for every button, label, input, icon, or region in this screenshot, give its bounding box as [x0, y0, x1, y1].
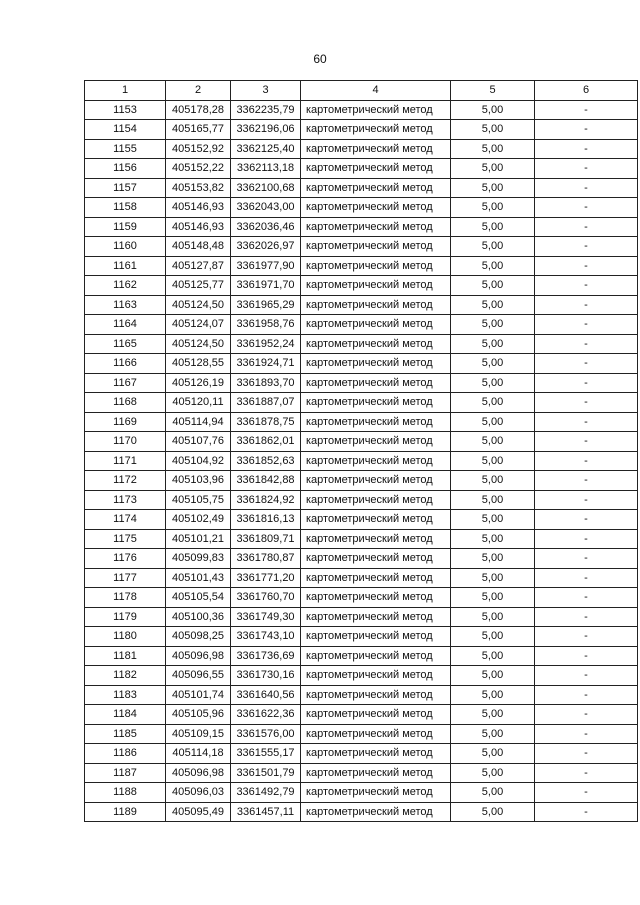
accuracy-cell: 5,00: [451, 198, 535, 218]
y-coordinate-cell: 3362235,79: [231, 100, 301, 120]
y-coordinate-cell: 3362036,46: [231, 217, 301, 237]
table-row: [85, 198, 638, 218]
x-coordinate-cell: 405153,82: [166, 178, 231, 198]
accuracy-cell: 5,00: [451, 295, 535, 315]
note-cell: -: [535, 588, 638, 608]
table-row: [85, 412, 638, 432]
note-cell: -: [535, 412, 638, 432]
y-coordinate-cell: 3361893,70: [231, 373, 301, 393]
method-cell: картометрический метод: [301, 237, 451, 257]
point-number-cell: 1162: [85, 276, 166, 296]
accuracy-cell: 5,00: [451, 646, 535, 666]
note-cell: -: [535, 646, 638, 666]
accuracy-cell: 5,00: [451, 529, 535, 549]
point-number-cell: 1160: [85, 237, 166, 257]
x-coordinate-cell: 405100,36: [166, 607, 231, 627]
y-coordinate-cell: 3361816,13: [231, 510, 301, 530]
x-coordinate-cell: 405096,98: [166, 763, 231, 783]
x-coordinate-cell: 405146,93: [166, 198, 231, 218]
table-row: [85, 490, 638, 510]
table-row: [85, 217, 638, 237]
x-coordinate-cell: 405096,03: [166, 783, 231, 803]
y-coordinate-cell: 3361771,20: [231, 568, 301, 588]
x-coordinate-cell: 405165,77: [166, 120, 231, 140]
table-row: [85, 549, 638, 569]
method-cell: картометрический метод: [301, 549, 451, 569]
accuracy-cell: 5,00: [451, 100, 535, 120]
point-number-cell: 1157: [85, 178, 166, 198]
y-coordinate-cell: 3361842,88: [231, 471, 301, 491]
point-number-cell: 1174: [85, 510, 166, 530]
table-row: [85, 705, 638, 725]
accuracy-cell: 5,00: [451, 490, 535, 510]
coordinates-table: [84, 80, 638, 822]
y-coordinate-cell: 3362196,06: [231, 120, 301, 140]
y-coordinate-cell: 3361555,17: [231, 744, 301, 764]
note-cell: -: [535, 627, 638, 647]
table-row: [85, 666, 638, 686]
point-number-cell: 1166: [85, 354, 166, 374]
x-coordinate-cell: 405152,92: [166, 139, 231, 159]
x-coordinate-cell: 405101,43: [166, 568, 231, 588]
table-row: [85, 139, 638, 159]
page-number: 60: [313, 52, 327, 66]
point-number-cell: 1173: [85, 490, 166, 510]
note-cell: -: [535, 315, 638, 335]
point-number-cell: 1171: [85, 451, 166, 471]
note-cell: -: [535, 529, 638, 549]
note-cell: -: [535, 159, 638, 179]
y-coordinate-cell: 3362113,18: [231, 159, 301, 179]
y-coordinate-cell: 3361958,76: [231, 315, 301, 335]
point-number-cell: 1158: [85, 198, 166, 218]
accuracy-cell: 5,00: [451, 783, 535, 803]
accuracy-cell: 5,00: [451, 217, 535, 237]
accuracy-cell: 5,00: [451, 159, 535, 179]
note-cell: -: [535, 666, 638, 686]
table-row: [85, 315, 638, 335]
note-cell: -: [535, 276, 638, 296]
method-cell: картометрический метод: [301, 568, 451, 588]
column-header-4: 4: [301, 81, 451, 101]
accuracy-cell: 5,00: [451, 315, 535, 335]
x-coordinate-cell: 405114,18: [166, 744, 231, 764]
accuracy-cell: 5,00: [451, 802, 535, 822]
table-row: [85, 646, 638, 666]
y-coordinate-cell: 3361965,29: [231, 295, 301, 315]
y-coordinate-cell: 3361730,16: [231, 666, 301, 686]
table-row: [85, 607, 638, 627]
accuracy-cell: 5,00: [451, 568, 535, 588]
method-cell: картометрический метод: [301, 315, 451, 335]
point-number-cell: 1167: [85, 373, 166, 393]
table-row: [85, 510, 638, 530]
point-number-cell: 1154: [85, 120, 166, 140]
x-coordinate-cell: 405146,93: [166, 217, 231, 237]
method-cell: картометрический метод: [301, 490, 451, 510]
y-coordinate-cell: 3361457,11: [231, 802, 301, 822]
method-cell: картометрический метод: [301, 412, 451, 432]
point-number-cell: 1182: [85, 666, 166, 686]
column-header-2: 2: [166, 81, 231, 101]
point-number-cell: 1179: [85, 607, 166, 627]
method-cell: картометрический метод: [301, 100, 451, 120]
method-cell: картометрический метод: [301, 802, 451, 822]
accuracy-cell: 5,00: [451, 334, 535, 354]
y-coordinate-cell: 3361824,92: [231, 490, 301, 510]
accuracy-cell: 5,00: [451, 510, 535, 530]
x-coordinate-cell: 405125,77: [166, 276, 231, 296]
table-row: [85, 295, 638, 315]
accuracy-cell: 5,00: [451, 471, 535, 491]
point-number-cell: 1164: [85, 315, 166, 335]
method-cell: картометрический метод: [301, 217, 451, 237]
x-coordinate-cell: 405152,22: [166, 159, 231, 179]
y-coordinate-cell: 3361743,10: [231, 627, 301, 647]
y-coordinate-cell: 3361887,07: [231, 393, 301, 413]
y-coordinate-cell: 3361809,71: [231, 529, 301, 549]
table-row: [85, 802, 638, 822]
note-cell: -: [535, 510, 638, 530]
accuracy-cell: 5,00: [451, 627, 535, 647]
note-cell: -: [535, 295, 638, 315]
x-coordinate-cell: 405124,50: [166, 295, 231, 315]
y-coordinate-cell: 3361501,79: [231, 763, 301, 783]
y-coordinate-cell: 3361852,63: [231, 451, 301, 471]
y-coordinate-cell: 3361640,56: [231, 685, 301, 705]
point-number-cell: 1183: [85, 685, 166, 705]
point-number-cell: 1161: [85, 256, 166, 276]
y-coordinate-cell: 3361862,01: [231, 432, 301, 452]
x-coordinate-cell: 405127,87: [166, 256, 231, 276]
point-number-cell: 1187: [85, 763, 166, 783]
x-coordinate-cell: 405148,48: [166, 237, 231, 257]
accuracy-cell: 5,00: [451, 685, 535, 705]
note-cell: -: [535, 802, 638, 822]
x-coordinate-cell: 405105,54: [166, 588, 231, 608]
y-coordinate-cell: 3361977,90: [231, 256, 301, 276]
point-number-cell: 1184: [85, 705, 166, 725]
y-coordinate-cell: 3361576,00: [231, 724, 301, 744]
accuracy-cell: 5,00: [451, 120, 535, 140]
table-row: [85, 373, 638, 393]
point-number-cell: 1163: [85, 295, 166, 315]
x-coordinate-cell: 405107,76: [166, 432, 231, 452]
column-header-1: 1: [85, 81, 166, 101]
method-cell: картометрический метод: [301, 451, 451, 471]
point-number-cell: 1168: [85, 393, 166, 413]
accuracy-cell: 5,00: [451, 354, 535, 374]
method-cell: картометрический метод: [301, 373, 451, 393]
y-coordinate-cell: 3362100,68: [231, 178, 301, 198]
accuracy-cell: 5,00: [451, 256, 535, 276]
table-row: [85, 334, 638, 354]
point-number-cell: 1165: [85, 334, 166, 354]
x-coordinate-cell: 405102,49: [166, 510, 231, 530]
note-cell: -: [535, 471, 638, 491]
y-coordinate-cell: 3361736,69: [231, 646, 301, 666]
table-row: [85, 685, 638, 705]
y-coordinate-cell: 3362043,00: [231, 198, 301, 218]
method-cell: картометрический метод: [301, 295, 451, 315]
accuracy-cell: 5,00: [451, 666, 535, 686]
table-row: [85, 237, 638, 257]
accuracy-cell: 5,00: [451, 237, 535, 257]
accuracy-cell: 5,00: [451, 373, 535, 393]
table-body: [85, 100, 638, 822]
x-coordinate-cell: 405103,96: [166, 471, 231, 491]
note-cell: -: [535, 139, 638, 159]
x-coordinate-cell: 405105,75: [166, 490, 231, 510]
column-header-6: 6: [535, 81, 638, 101]
note-cell: -: [535, 744, 638, 764]
method-cell: картометрический метод: [301, 744, 451, 764]
point-number-cell: 1159: [85, 217, 166, 237]
method-cell: картометрический метод: [301, 256, 451, 276]
note-cell: -: [535, 393, 638, 413]
accuracy-cell: 5,00: [451, 139, 535, 159]
y-coordinate-cell: 3361622,36: [231, 705, 301, 725]
table-row: [85, 627, 638, 647]
table-row: [85, 744, 638, 764]
note-cell: -: [535, 607, 638, 627]
note-cell: -: [535, 354, 638, 374]
table-row: [85, 393, 638, 413]
method-cell: картометрический метод: [301, 763, 451, 783]
accuracy-cell: 5,00: [451, 705, 535, 725]
method-cell: картометрический метод: [301, 393, 451, 413]
table-row: [85, 451, 638, 471]
y-coordinate-cell: 3361971,70: [231, 276, 301, 296]
x-coordinate-cell: 405109,15: [166, 724, 231, 744]
note-cell: -: [535, 256, 638, 276]
table-row: [85, 724, 638, 744]
method-cell: картометрический метод: [301, 529, 451, 549]
x-coordinate-cell: 405098,25: [166, 627, 231, 647]
accuracy-cell: 5,00: [451, 588, 535, 608]
note-cell: -: [535, 178, 638, 198]
x-coordinate-cell: 405128,55: [166, 354, 231, 374]
x-coordinate-cell: 405105,96: [166, 705, 231, 725]
y-coordinate-cell: 3361780,87: [231, 549, 301, 569]
method-cell: картометрический метод: [301, 666, 451, 686]
point-number-cell: 1172: [85, 471, 166, 491]
method-cell: картометрический метод: [301, 705, 451, 725]
x-coordinate-cell: 405124,07: [166, 315, 231, 335]
note-cell: -: [535, 783, 638, 803]
method-cell: картометрический метод: [301, 471, 451, 491]
method-cell: картометрический метод: [301, 139, 451, 159]
table-row: [85, 588, 638, 608]
y-coordinate-cell: 3362125,40: [231, 139, 301, 159]
table-row: [85, 432, 638, 452]
note-cell: -: [535, 451, 638, 471]
method-cell: картометрический метод: [301, 432, 451, 452]
method-cell: картометрический метод: [301, 646, 451, 666]
method-cell: картометрический метод: [301, 627, 451, 647]
table-row: [85, 529, 638, 549]
table-row: [85, 100, 638, 120]
note-cell: -: [535, 373, 638, 393]
table-header-row: [85, 81, 638, 101]
point-number-cell: 1169: [85, 412, 166, 432]
column-header-5: 5: [451, 81, 535, 101]
note-cell: -: [535, 100, 638, 120]
point-number-cell: 1178: [85, 588, 166, 608]
point-number-cell: 1175: [85, 529, 166, 549]
x-coordinate-cell: 405096,55: [166, 666, 231, 686]
accuracy-cell: 5,00: [451, 763, 535, 783]
method-cell: картометрический метод: [301, 783, 451, 803]
note-cell: -: [535, 490, 638, 510]
y-coordinate-cell: 3361952,24: [231, 334, 301, 354]
note-cell: -: [535, 705, 638, 725]
method-cell: картометрический метод: [301, 588, 451, 608]
table-row: [85, 354, 638, 374]
method-cell: картометрический метод: [301, 607, 451, 627]
note-cell: -: [535, 763, 638, 783]
method-cell: картометрический метод: [301, 178, 451, 198]
note-cell: -: [535, 549, 638, 569]
table-row: [85, 120, 638, 140]
y-coordinate-cell: 3361878,75: [231, 412, 301, 432]
table-row: [85, 256, 638, 276]
x-coordinate-cell: 405120,11: [166, 393, 231, 413]
method-cell: картометрический метод: [301, 276, 451, 296]
point-number-cell: 1155: [85, 139, 166, 159]
x-coordinate-cell: 405126,19: [166, 373, 231, 393]
point-number-cell: 1188: [85, 783, 166, 803]
table-row: [85, 763, 638, 783]
point-number-cell: 1156: [85, 159, 166, 179]
x-coordinate-cell: 405095,49: [166, 802, 231, 822]
method-cell: картометрический метод: [301, 198, 451, 218]
accuracy-cell: 5,00: [451, 276, 535, 296]
table-row: [85, 178, 638, 198]
note-cell: -: [535, 120, 638, 140]
accuracy-cell: 5,00: [451, 744, 535, 764]
point-number-cell: 1186: [85, 744, 166, 764]
x-coordinate-cell: 405099,83: [166, 549, 231, 569]
point-number-cell: 1176: [85, 549, 166, 569]
table-row: [85, 783, 638, 803]
y-coordinate-cell: 3361749,30: [231, 607, 301, 627]
point-number-cell: 1153: [85, 100, 166, 120]
note-cell: -: [535, 198, 638, 218]
method-cell: картометрический метод: [301, 354, 451, 374]
y-coordinate-cell: 3361760,70: [231, 588, 301, 608]
x-coordinate-cell: 405101,74: [166, 685, 231, 705]
method-cell: картометрический метод: [301, 334, 451, 354]
method-cell: картометрический метод: [301, 510, 451, 530]
x-coordinate-cell: 405114,94: [166, 412, 231, 432]
note-cell: -: [535, 334, 638, 354]
method-cell: картометрический метод: [301, 159, 451, 179]
x-coordinate-cell: 405178,28: [166, 100, 231, 120]
y-coordinate-cell: 3362026,97: [231, 237, 301, 257]
method-cell: картометрический метод: [301, 724, 451, 744]
note-cell: -: [535, 432, 638, 452]
point-number-cell: 1185: [85, 724, 166, 744]
note-cell: -: [535, 217, 638, 237]
accuracy-cell: 5,00: [451, 549, 535, 569]
accuracy-cell: 5,00: [451, 724, 535, 744]
x-coordinate-cell: 405124,50: [166, 334, 231, 354]
x-coordinate-cell: 405096,98: [166, 646, 231, 666]
note-cell: -: [535, 724, 638, 744]
accuracy-cell: 5,00: [451, 393, 535, 413]
point-number-cell: 1177: [85, 568, 166, 588]
table-row: [85, 471, 638, 491]
y-coordinate-cell: 3361924,71: [231, 354, 301, 374]
note-cell: -: [535, 685, 638, 705]
accuracy-cell: 5,00: [451, 432, 535, 452]
y-coordinate-cell: 3361492,79: [231, 783, 301, 803]
table-row: [85, 276, 638, 296]
accuracy-cell: 5,00: [451, 451, 535, 471]
point-number-cell: 1180: [85, 627, 166, 647]
accuracy-cell: 5,00: [451, 412, 535, 432]
x-coordinate-cell: 405101,21: [166, 529, 231, 549]
column-header-3: 3: [231, 81, 301, 101]
table-row: [85, 568, 638, 588]
point-number-cell: 1170: [85, 432, 166, 452]
note-cell: -: [535, 568, 638, 588]
x-coordinate-cell: 405104,92: [166, 451, 231, 471]
table-row: [85, 159, 638, 179]
method-cell: картометрический метод: [301, 120, 451, 140]
accuracy-cell: 5,00: [451, 178, 535, 198]
note-cell: -: [535, 237, 638, 257]
accuracy-cell: 5,00: [451, 607, 535, 627]
method-cell: картометрический метод: [301, 685, 451, 705]
point-number-cell: 1181: [85, 646, 166, 666]
point-number-cell: 1189: [85, 802, 166, 822]
